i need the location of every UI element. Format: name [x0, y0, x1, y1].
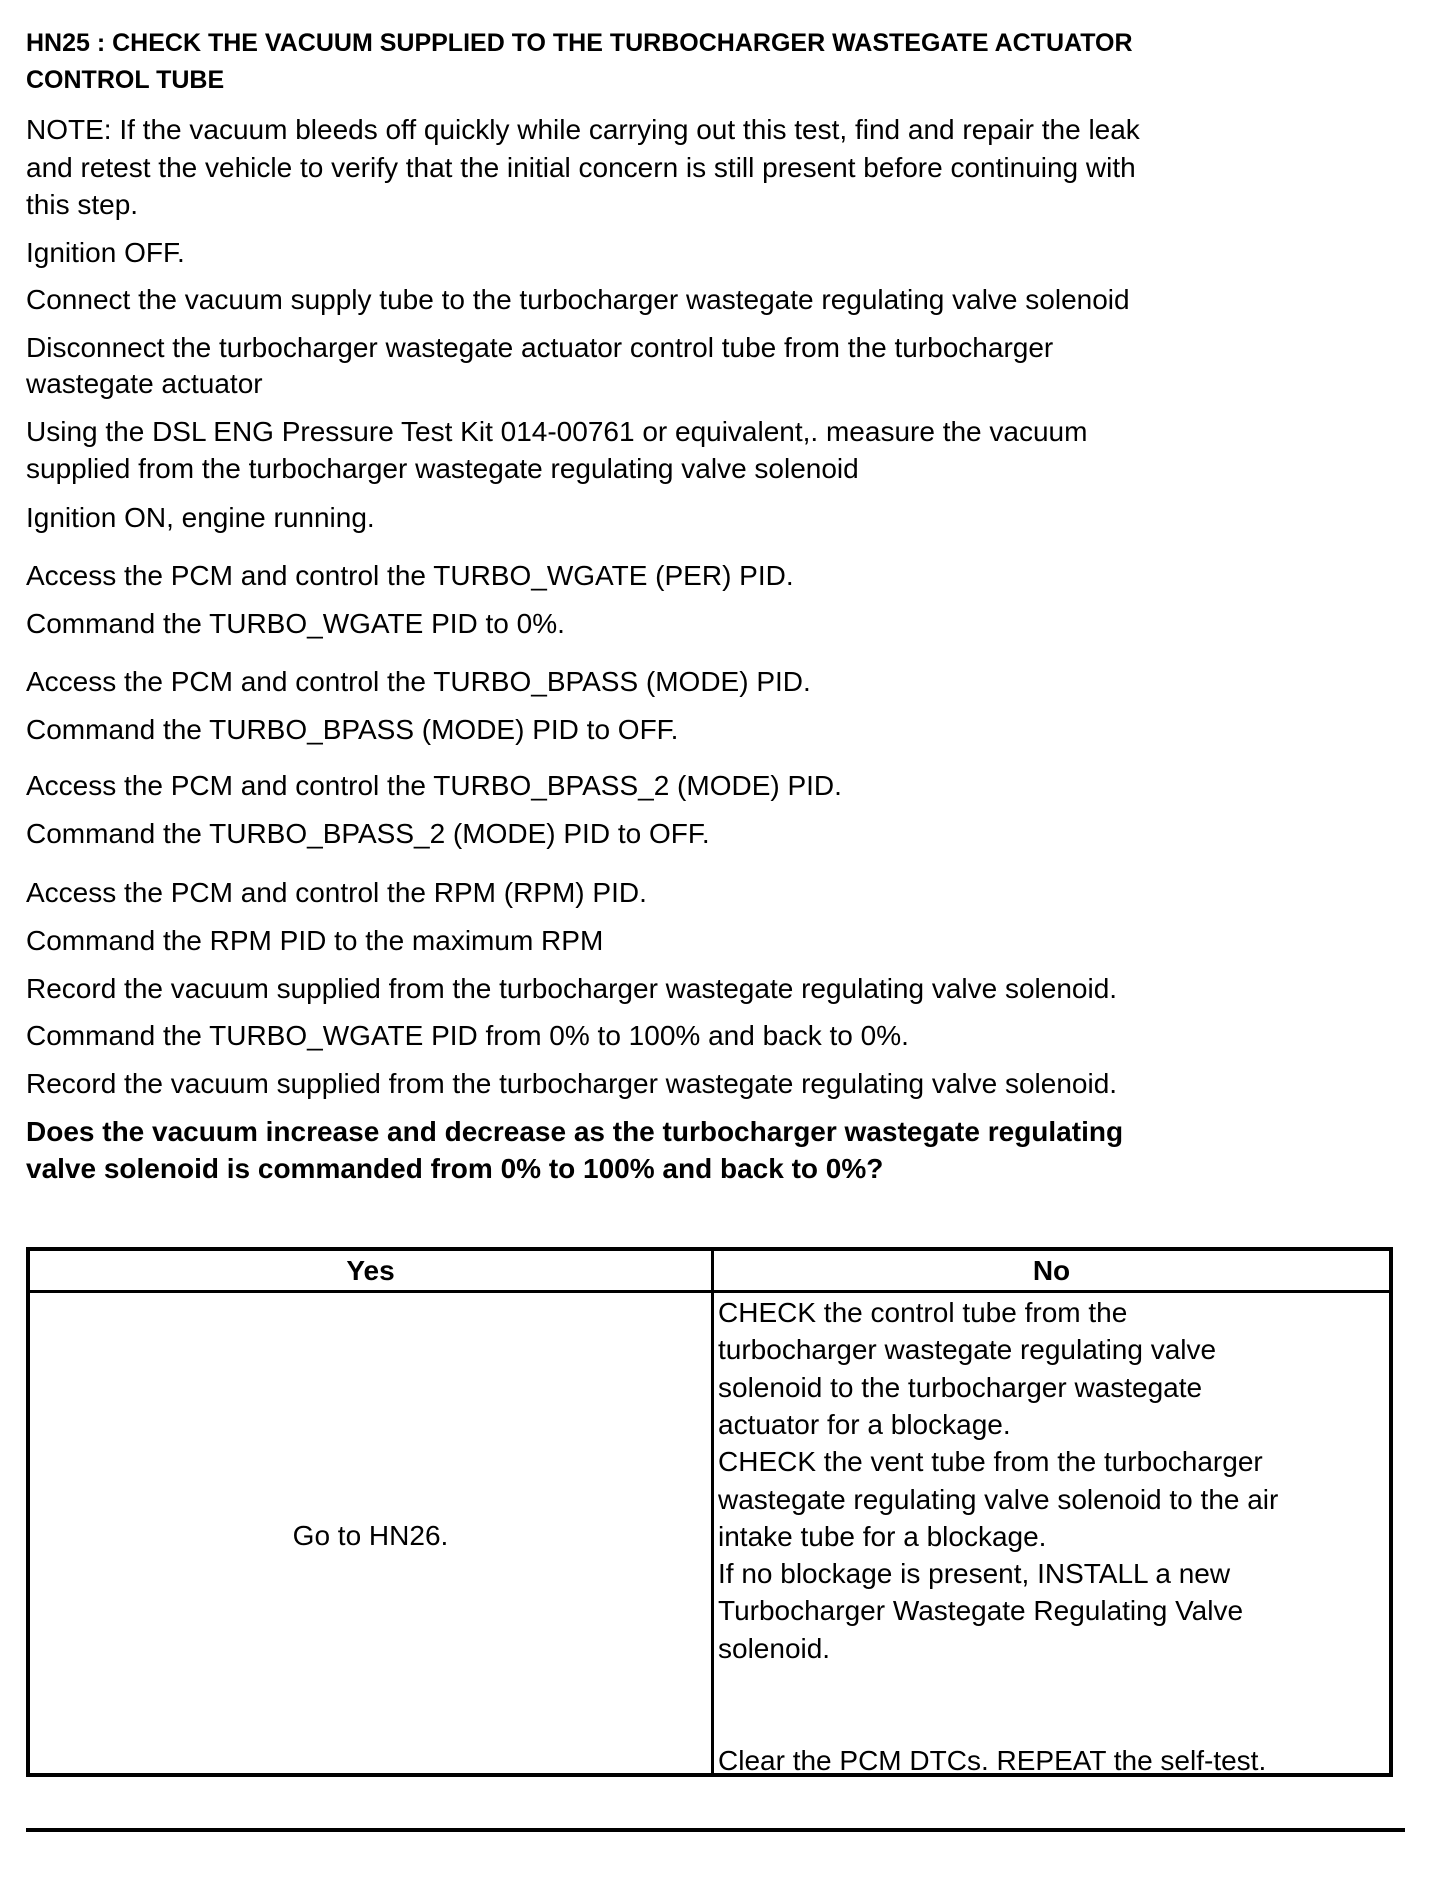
instruction-line: NOTE: If the vacuum bleeds off quickly while carrying out this test, find and repair the leak [26, 114, 1140, 145]
instruction-line: Command the TURBO_WGATE PID from 0% to 100% and back to 0%. [26, 1020, 909, 1051]
yes-cell: Go to HN26. [292, 1520, 449, 1551]
no-cell-line: If no blockage is present, INSTALL a new [718, 1558, 1231, 1590]
question: valve solenoid is commanded from 0% to 100% and back to 0%? [26, 1153, 884, 1184]
column-divider [711, 1251, 714, 1773]
instruction-line: Command the TURBO_WGATE PID to 0%. [26, 608, 565, 639]
no-cell-line: wastegate regulating valve solenoid to the air [718, 1483, 1279, 1515]
instruction-line: Ignition ON, engine running. [26, 502, 375, 533]
instruction-line: supplied from the turbocharger wastegate regulating valve solenoid [26, 453, 859, 484]
no-cell-final: Clear the PCM DTCs. REPEAT the self-test. [718, 1745, 1267, 1776]
instruction-line: Command the TURBO_BPASS (MODE) PID to OFF. [26, 714, 679, 745]
instruction-line: this step. [26, 189, 139, 220]
question: Does the vacuum increase and decrease as the turbocharger wastegate regulating [26, 1116, 1124, 1147]
no-header: No [1032, 1255, 1071, 1286]
no-cell-line: actuator for a blockage. [718, 1408, 1011, 1440]
no-cell-line: CHECK the vent tube from the turbocharger [718, 1446, 1263, 1478]
step-title: HN25 : CHECK THE VACUUM SUPPLIED TO THE TURBOCHARGER WASTEGATE ACTUATOR [26, 29, 1133, 57]
instruction-line: Command the RPM PID to the maximum RPM [26, 925, 604, 956]
instruction-line: Record the vacuum supplied from the turbocharger wastegate regulating valve solenoid. [26, 973, 1118, 1004]
header-divider [30, 1290, 1389, 1293]
instruction-line: Access the PCM and control the RPM (RPM) PID. [26, 877, 647, 908]
instruction-line: Access the PCM and control the TURBO_BPASS (MODE) PID. [26, 666, 811, 697]
no-cell-line: solenoid. [718, 1632, 831, 1664]
yes-no-table [26, 1247, 1393, 1777]
instruction-line: Access the PCM and control the TURBO_WGATE (PER) PID. [26, 560, 794, 591]
instruction-line: Record the vacuum supplied from the turbocharger wastegate regulating valve solenoid. [26, 1068, 1118, 1099]
no-cell-line: CHECK the control tube from the [718, 1297, 1128, 1328]
no-cell-line: solenoid to the turbocharger wastegate [718, 1371, 1203, 1403]
instruction-line: Ignition OFF. [26, 237, 185, 268]
instruction-line: Disconnect the turbocharger wastegate actuator control tube from the turbocharger [26, 332, 1054, 363]
no-cell-line: Turbocharger Wastegate Regulating Valve [718, 1595, 1244, 1627]
bottom-rule [26, 1828, 1405, 1832]
instruction-line: and retest the vehicle to verify that the initial concern is still present before continuing with [26, 152, 1136, 183]
instruction-line: wastegate actuator [26, 368, 263, 399]
instruction-line: Using the DSL ENG Pressure Test Kit 014-00761 or equivalent,. measure the vacuum [26, 416, 1088, 447]
instruction-line: Command the TURBO_BPASS_2 (MODE) PID to OFF. [26, 818, 710, 849]
instruction-line: Access the PCM and control the TURBO_BPASS_2 (MODE) PID. [26, 770, 842, 801]
instruction-line: Connect the vacuum supply tube to the turbocharger wastegate regulating valve solenoid [26, 284, 1130, 315]
no-cell-line: turbocharger wastegate regulating valve [718, 1334, 1217, 1366]
no-cell-line: intake tube for a blockage. [718, 1520, 1047, 1552]
yes-header: Yes [346, 1255, 395, 1286]
step-title: CONTROL TUBE [26, 66, 225, 94]
